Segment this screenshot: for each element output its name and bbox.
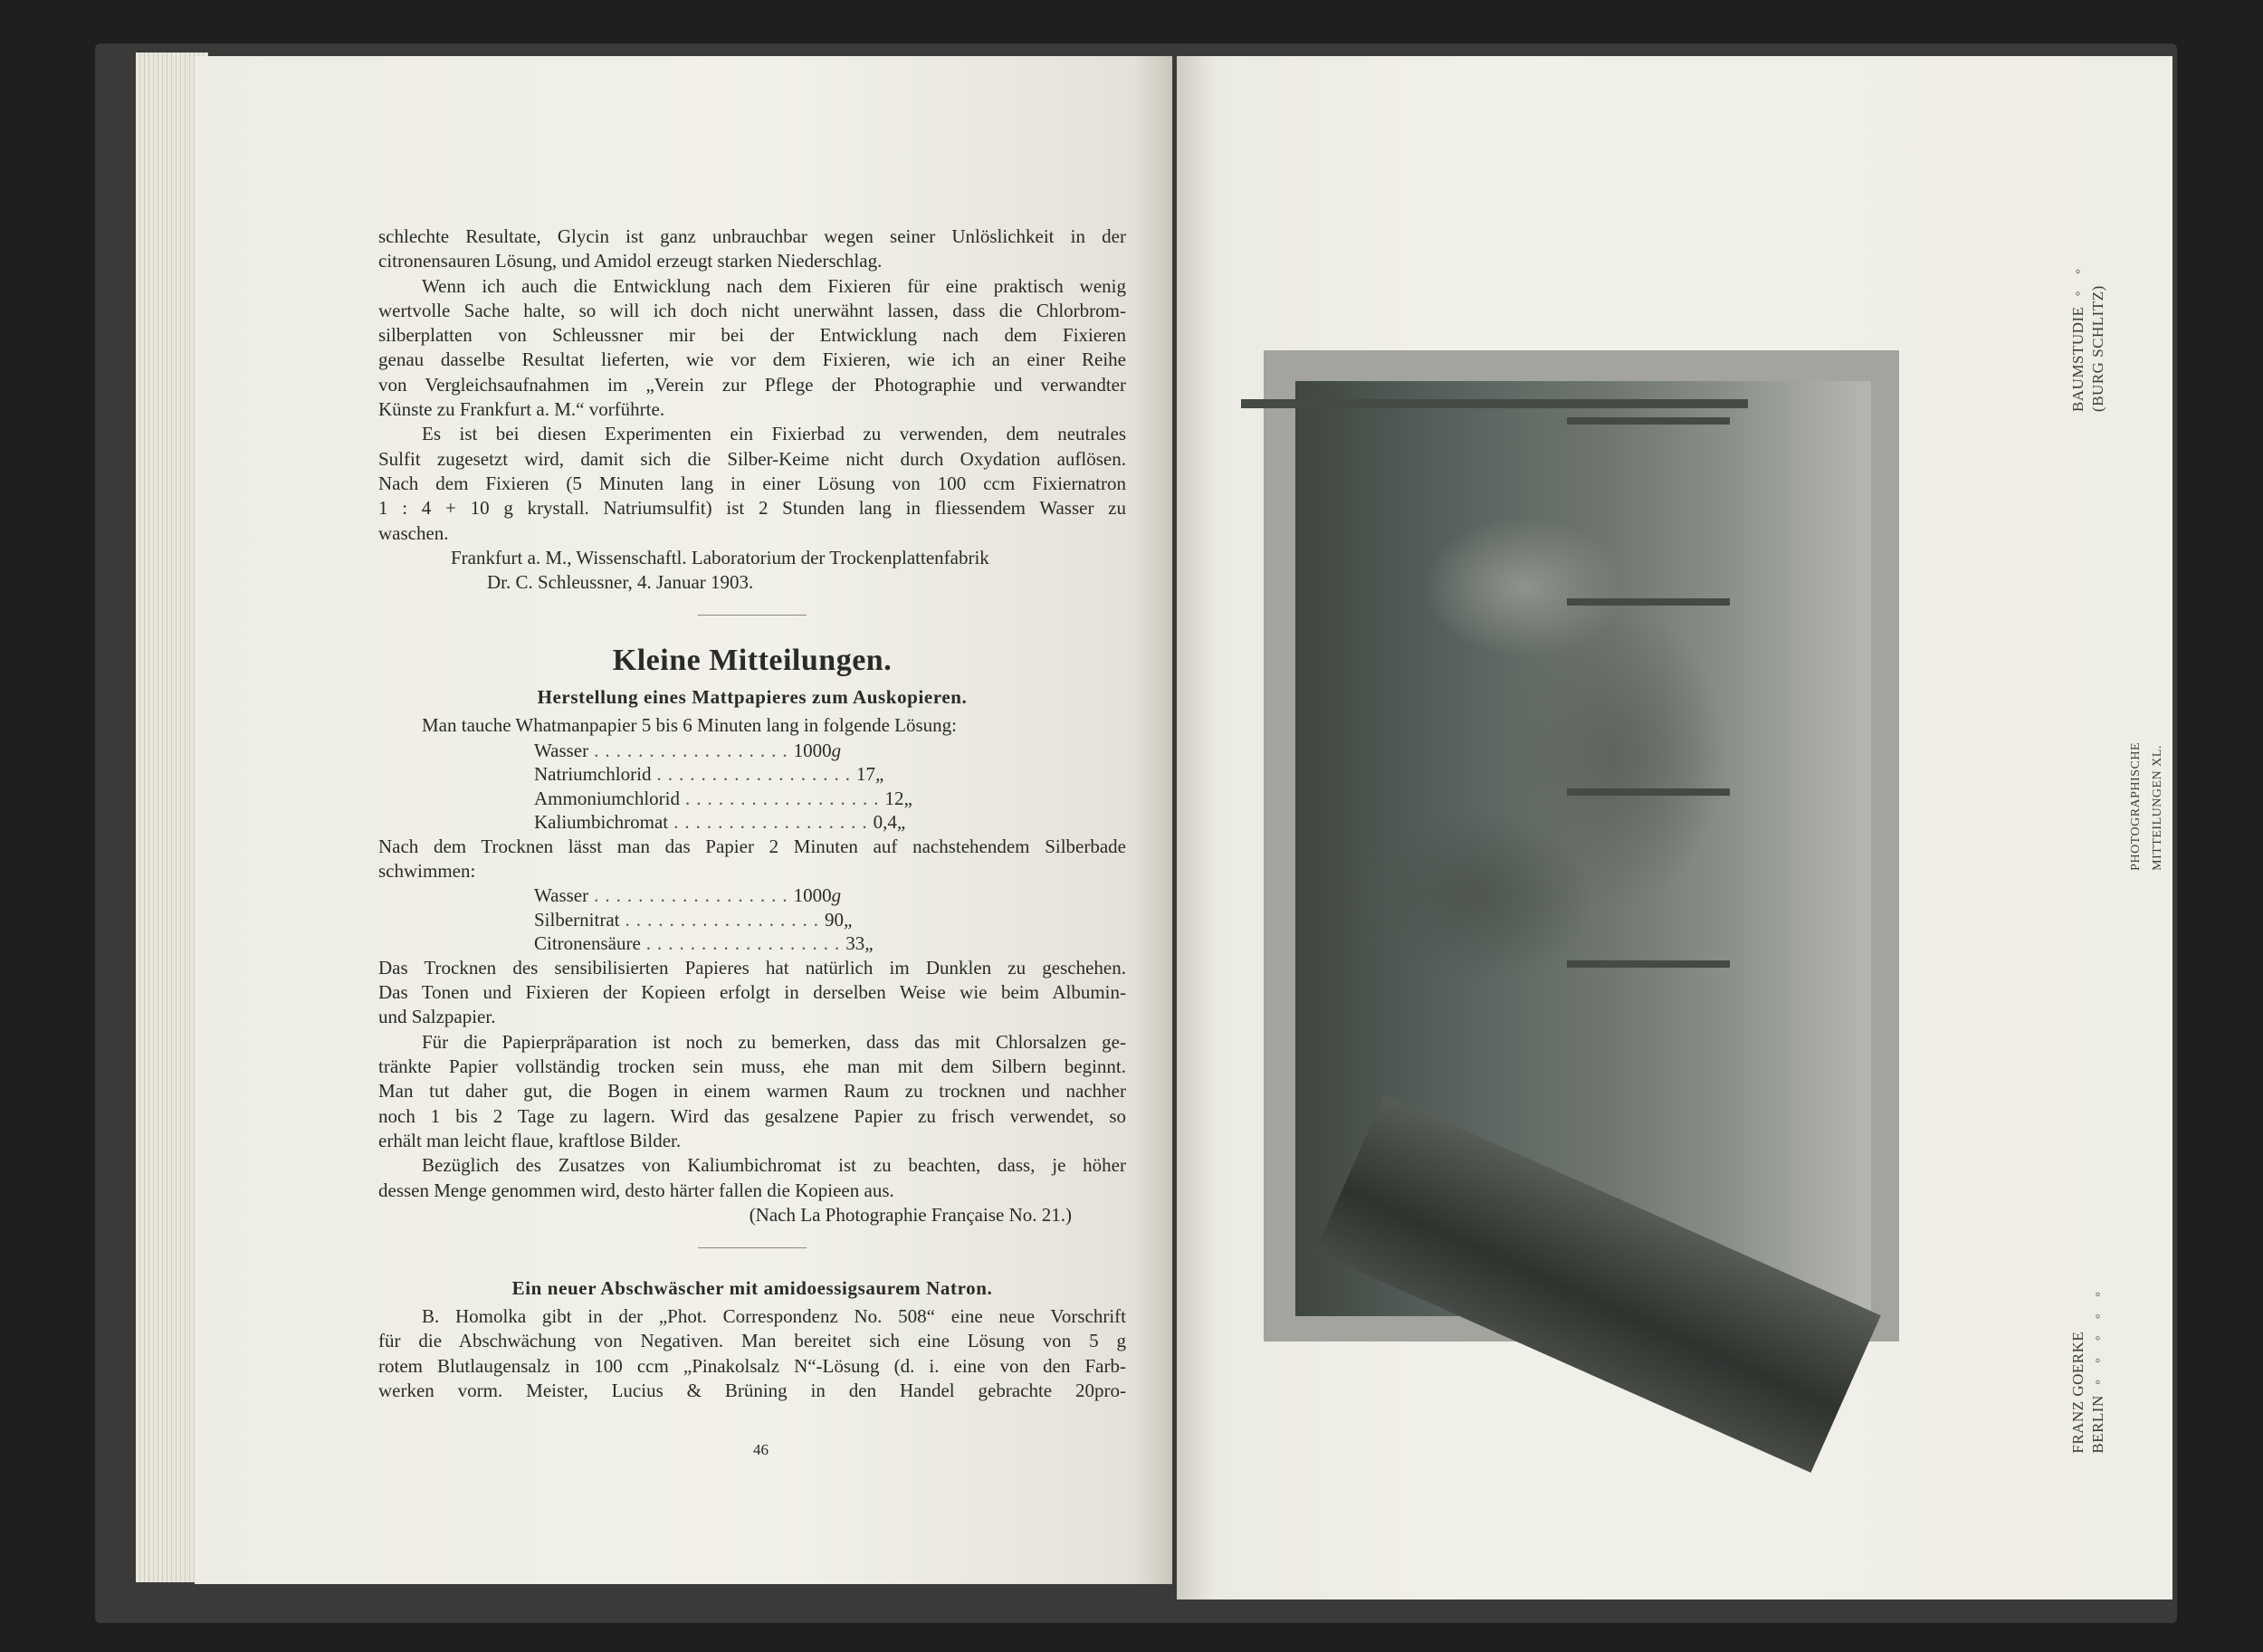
ingredient: Kaliumbichromat [534,811,669,834]
text-line: schlechte Resultate, Glycin ist ganz unbrauchbar wegen seiner Unlöslichkeit in der [378,225,1126,247]
text-line: Nach dem Fixieren (5 Minuten lang in einer Lösung von 100 ccm Fixiernatron [378,472,1126,494]
amount: 90 [824,908,844,931]
text-line: silberplatten von Schleussner mir bei der Entwicklung nach dem Fixieren [378,324,1126,347]
fence-post [1567,417,1730,425]
text-line: Das Tonen und Fixieren der Kopieen erfolgt in derselben Weise wie beim Albumin- [378,981,1126,1004]
ingredient: Silbernitrat [534,908,620,931]
text-line: Wenn ich auch die Entwicklung nach dem Fixieren für eine praktisch wenig [422,274,1126,297]
paragraph-2 [378,274,1126,423]
amount: 33 [845,932,865,955]
signature [378,546,1126,596]
fence-post [1567,788,1730,796]
text-line: Für die Papierpräparation ist noch zu bemerken, dass das mit Chlorsalzen ge- [422,1030,1126,1053]
text-line: Man tauche Whatmanpapier 5 bis 6 Minuten lang in folgende Lösung: [422,714,957,737]
ingredient: Wasser [534,884,589,907]
ingredient: Wasser [534,739,589,761]
plate-title [2068,263,2108,412]
leader-dots: .................. [625,908,825,931]
amount: 1000 [793,739,832,761]
text-line: für die Abschwächung von Negativen. Man bereitet sich eine Lösung von 5 g [378,1330,1126,1352]
caption-line: PHOTOGRAPHISCHE [2129,742,2143,871]
text-line: noch 1 bis 2 Tage zu lagern. Wird das gesalzene Papier zu frisch verwendet, so [378,1104,1126,1127]
text-line: B. Homolka gibt in der „Phot. Correspondenz No. 508“ eine neue Vorschrift [422,1305,1126,1328]
caption-line: BAUMSTUDIE ◦ ◦ [2069,263,2086,412]
paragraph-1 [378,224,1126,274]
page-number: 46 [753,1441,769,1458]
text-line: Bezüglich des Zusatzes von Kaliumbichromat ist zu beachten, dass, je höher [422,1154,1126,1177]
text-line: werken vorm. Meister, Lucius & Brüning in den Handel gebrachte 20pro- [378,1380,1126,1401]
caption-line: FRANZ GOERKE [2069,1331,2086,1454]
paragraph-a [378,956,1126,1030]
caption-line: (BURG SCHLITZ) [2089,285,2106,412]
amount: 17 [855,763,875,786]
source-citation: (Nach La Photographie Française No. 21.) [749,1203,1072,1226]
fence-post [1567,598,1730,606]
text-line: Nach dem Trocknen lässt man das Papier 2 Minuten auf nachstehendem Silberbade [378,835,1126,857]
leader-dots: .................. [594,884,794,907]
signature-line: Frankfurt a. M., Wissenschaftl. Laboratorium der Trockenplattenfabrik [451,546,989,568]
recipe-table-1 [378,739,1126,835]
recipe-row [534,883,842,908]
text-line: waschen. [378,521,449,544]
text-line: und Salzpapier. [378,1006,496,1028]
amount: 12 [884,787,904,809]
text-line: wertvolle Sache halte, so will ich doch nicht unerwähnt lassen, dass die Chlorbrom- [378,299,1126,321]
text-line: Künste zu Frankfurt a. M.“ vorführte. [378,398,665,421]
text-line: Das Trocknen des sensibilisierten Papieres hat natürlich im Dunklen zu geschehen. [378,956,1126,979]
unit: „ [843,908,855,931]
recipe-row [534,908,855,932]
fence-post [1567,960,1730,968]
text-line: tränkte Papier vollständig trocken sein muss, ehe man mit dem Silbern beginnt. [378,1055,1126,1078]
unit: g [831,739,842,761]
article-title: Herstellung eines Mattpapieres zum Auskopieren. [537,686,968,709]
divider [698,1247,807,1248]
unit: „ [896,811,908,834]
leader-dots: .................. [645,932,846,955]
photographer-credit [2068,1285,2108,1454]
section-title: Kleine Mitteilungen. [612,644,893,678]
text-line: rotem Blutlaugensalz in 100 ccm „Pinakolsalz N“-Lösung (d. i. eine von den Farb- [378,1354,1126,1377]
paragraph-c [378,1153,1126,1227]
recipe-row [534,739,842,763]
text-line: schwimmen: [378,860,476,883]
unit: g [831,884,842,907]
article-title: Ein neuer Abschwäscher mit amidoessigsaurem Natron. [511,1277,993,1300]
text-line: 1 : 4 + 10 g krystall. Natriumsulfit) ist 2 Stunden lang in fliessendem Wasser zu [378,497,1126,520]
recipe-row [534,810,908,835]
journal-name [2125,742,2169,871]
tree-photograph [1295,381,1871,1316]
fence-rail [1241,399,1748,408]
leader-dots: .................. [656,763,856,786]
recipe-row [534,762,886,787]
unit: „ [874,763,886,786]
paragraph-3 [378,422,1126,545]
text-line: Es ist bei diesen Experimenten ein Fixierbad zu verwenden, dem neutrales [422,423,1126,445]
text-line: erhält man leicht flaue, kraftlose Bilder. [378,1129,682,1151]
divider [698,615,807,616]
text-line: dessen Menge genommen wird, desto härter fallen die Kopieen aus. [378,1179,894,1201]
recipe-row [534,787,915,811]
text-line: Sulfit zugesetzt wird, damit sich die Silber-Keime nicht durch Oxydation auflösen. [378,447,1126,470]
text-line: von Vergleichsaufnahmen im „Verein zur Pflege der Photographie und verwandter [378,373,1126,396]
text-line: Man tut daher gut, die Bogen in einem warmen Raum zu trocknen und nachher [378,1080,1126,1103]
left-page-text [378,224,1126,1403]
caption-line: MITTEILUNGEN XL. [2151,745,2164,871]
paragraph-b [378,1030,1126,1153]
recipe-row [534,931,875,956]
unit: „ [864,932,875,955]
leader-dots: .................. [673,811,874,834]
ingredient: Natriumchlorid [534,763,652,786]
ingredient: Ammoniumchlorid [534,787,680,809]
amount: 0,4 [873,811,897,834]
ingredient: Citronensäure [534,932,641,955]
text-line: citronensauren Lösung, und Amidol erzeugt starken Niederschlag. [378,250,883,272]
leader-dots: .................. [685,787,885,809]
leader-dots: .................. [594,739,794,761]
paragraph-homolka [378,1304,1126,1403]
recipe-table-2 [378,883,1126,956]
caption-line: BERLIN ◦ ◦ ◦ ◦ ◦ [2089,1285,2106,1454]
text-line: genau dasselbe Resultat lieferten, wie vor dem Fixieren, wie ich an einer Reihe [378,349,1126,371]
signature-line: Dr. C. Schleussner, 4. Januar 1903. [487,571,754,594]
unit: „ [903,787,915,809]
amount: 1000 [793,884,832,907]
